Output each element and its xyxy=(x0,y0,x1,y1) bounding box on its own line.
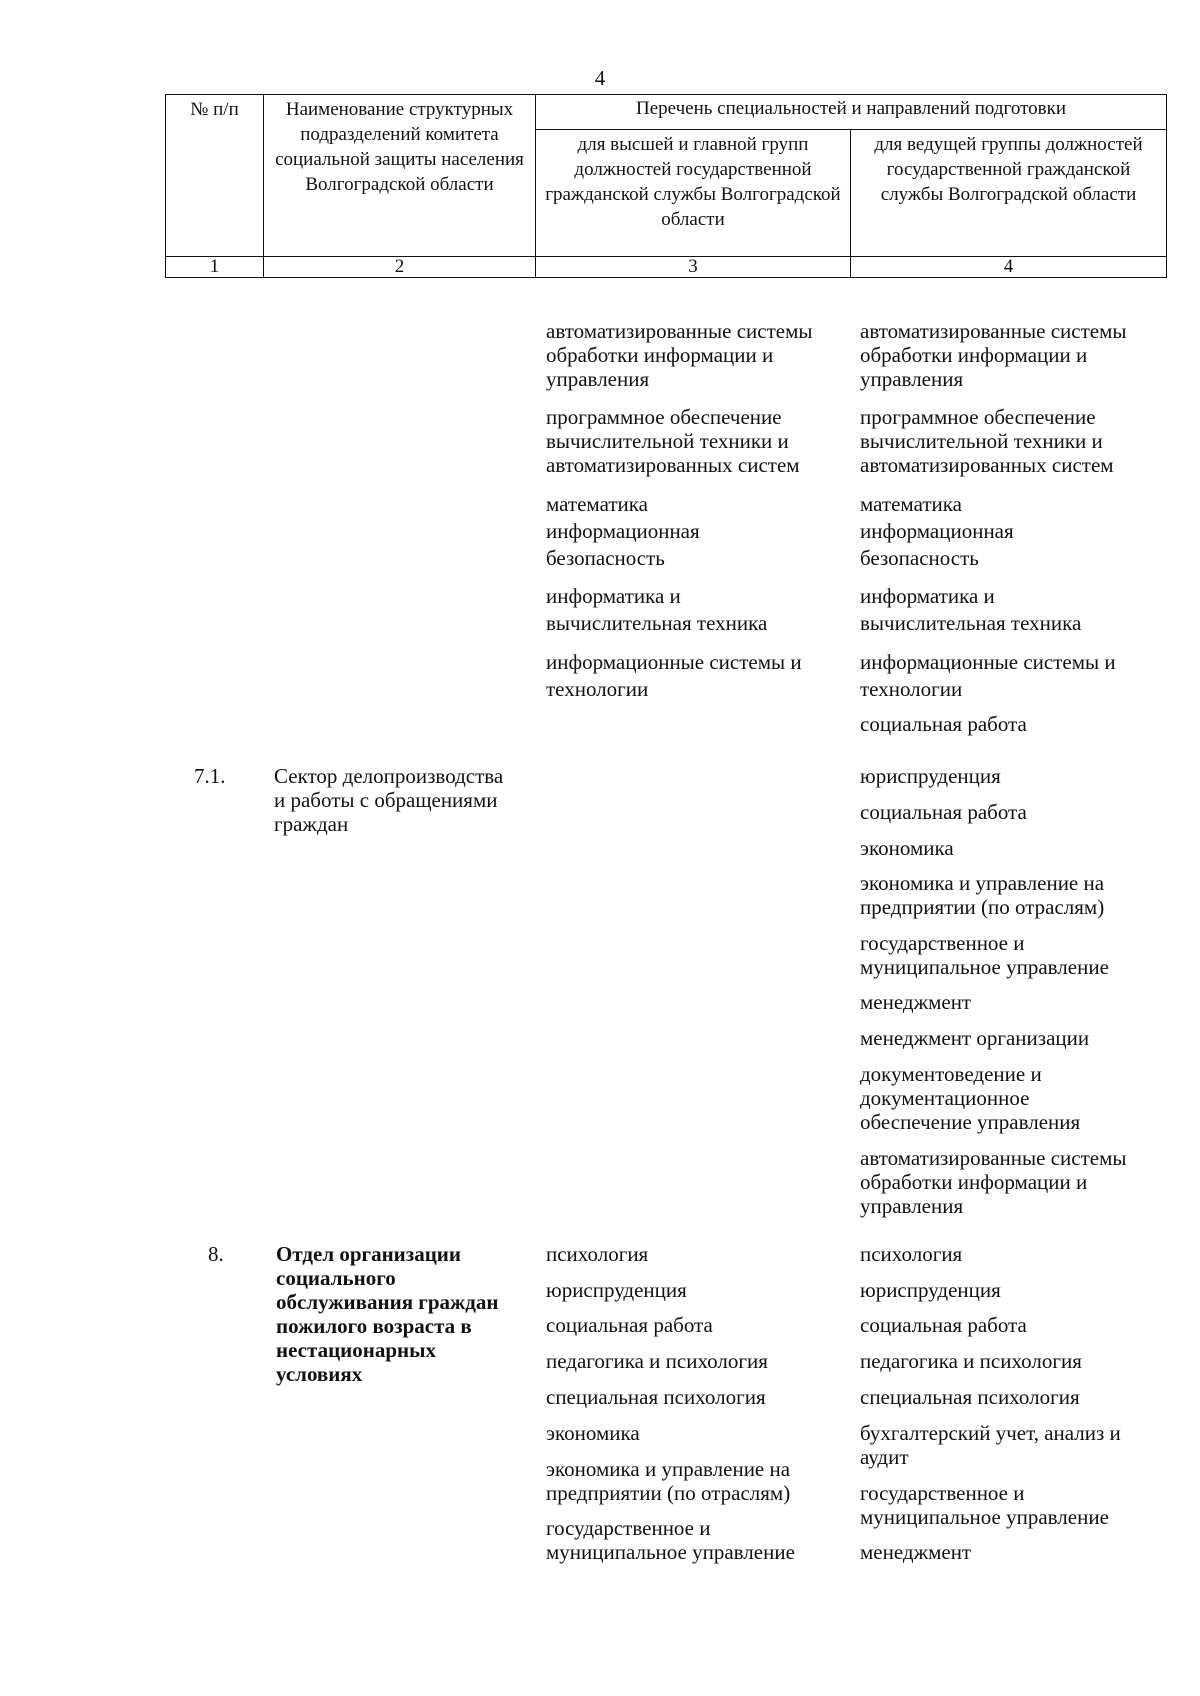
list-item: психология xyxy=(860,1242,963,1266)
header-col-leading-group: для ведущей группы должностей государственной гражданской службы Волгоградской области xyxy=(851,130,1167,257)
list-item: программное обеспечение вычислительной техники и автоматизированных систем xyxy=(860,405,1114,477)
list-item: экономика xyxy=(860,836,954,860)
row-name-8: Отдел организации социального обслуживания граждан пожилого возраста в нестационарных условиях xyxy=(276,1242,499,1386)
list-item: математика информационная безопасность xyxy=(860,492,1014,570)
list-item: информатика и вычислительная техника xyxy=(546,584,768,635)
list-item: информатика и вычислительная техника xyxy=(860,584,1082,635)
table-header xyxy=(165,94,1167,278)
list-item: специальная психология xyxy=(860,1385,1080,1409)
list-item: государственное и муниципальное управление xyxy=(860,1481,1109,1529)
list-item: государственное и муниципальное управление xyxy=(546,1516,795,1564)
header-number-1: 1 xyxy=(166,257,264,278)
page-number: 4 xyxy=(594,66,606,90)
list-item: экономика xyxy=(546,1421,640,1445)
list-item: менеджмент организации xyxy=(860,1026,1090,1050)
list-item: автоматизированные системы обработки информации и управления xyxy=(860,1146,1127,1218)
list-item: социальная работа xyxy=(860,800,1027,824)
list-item: государственное и муниципальное управление xyxy=(860,931,1109,979)
header-number-3: 3 xyxy=(536,257,851,278)
header-col-number: № п/п xyxy=(166,95,264,257)
list-item: юриспруденция xyxy=(860,1278,1001,1302)
list-item: программное обеспечение вычислительной техники и автоматизированных систем xyxy=(546,405,800,477)
list-item: информационные системы и технологии xyxy=(546,650,802,701)
list-item: информационные системы и технологии xyxy=(860,650,1116,701)
row-name-7-1: Сектор делопроизводства и работы с обращениями граждан xyxy=(274,764,504,836)
list-item: менеджмент xyxy=(860,1540,972,1564)
list-item: социальная работа xyxy=(546,1313,713,1337)
list-item: менеджмент xyxy=(860,990,972,1014)
list-item: бухгалтерский учет, анализ и аудит xyxy=(860,1421,1121,1469)
header-number-4: 4 xyxy=(851,257,1167,278)
list-item: социальная работа xyxy=(860,1313,1027,1337)
list-item: документоведение и документационное обеспечение управления xyxy=(860,1062,1081,1134)
header-col-specialties: Перечень специальностей и направлений подготовки xyxy=(536,95,1167,130)
row-number-8: 8. xyxy=(208,1242,224,1266)
header-col-senior-group: для высшей и главной групп должностей государственной гражданской службы Волгоградской области xyxy=(536,130,851,257)
list-item: автоматизированные системы обработки информации и управления xyxy=(546,319,813,391)
list-item: педагогика и психология xyxy=(860,1349,1082,1373)
list-item: психология xyxy=(546,1242,649,1266)
list-item: автоматизированные системы обработки информации и управления xyxy=(860,319,1127,391)
list-item: математика информационная безопасность xyxy=(546,492,700,570)
list-item: юриспруденция xyxy=(546,1278,687,1302)
list-item: экономика и управление на предприятии (по отраслям) xyxy=(546,1457,791,1505)
list-item: специальная психология xyxy=(546,1385,766,1409)
header-col-name: Наименование структурных подразделений комитета социальной защиты населения Волгоградской области xyxy=(264,95,536,257)
list-item: экономика и управление на предприятии (по отраслям) xyxy=(860,871,1105,919)
row-number-7-1: 7.1. xyxy=(194,764,226,788)
list-item: педагогика и психология xyxy=(546,1349,768,1373)
list-item: юриспруденция xyxy=(860,764,1001,788)
list-item: социальная работа xyxy=(860,712,1027,736)
header-number-2: 2 xyxy=(264,257,536,278)
